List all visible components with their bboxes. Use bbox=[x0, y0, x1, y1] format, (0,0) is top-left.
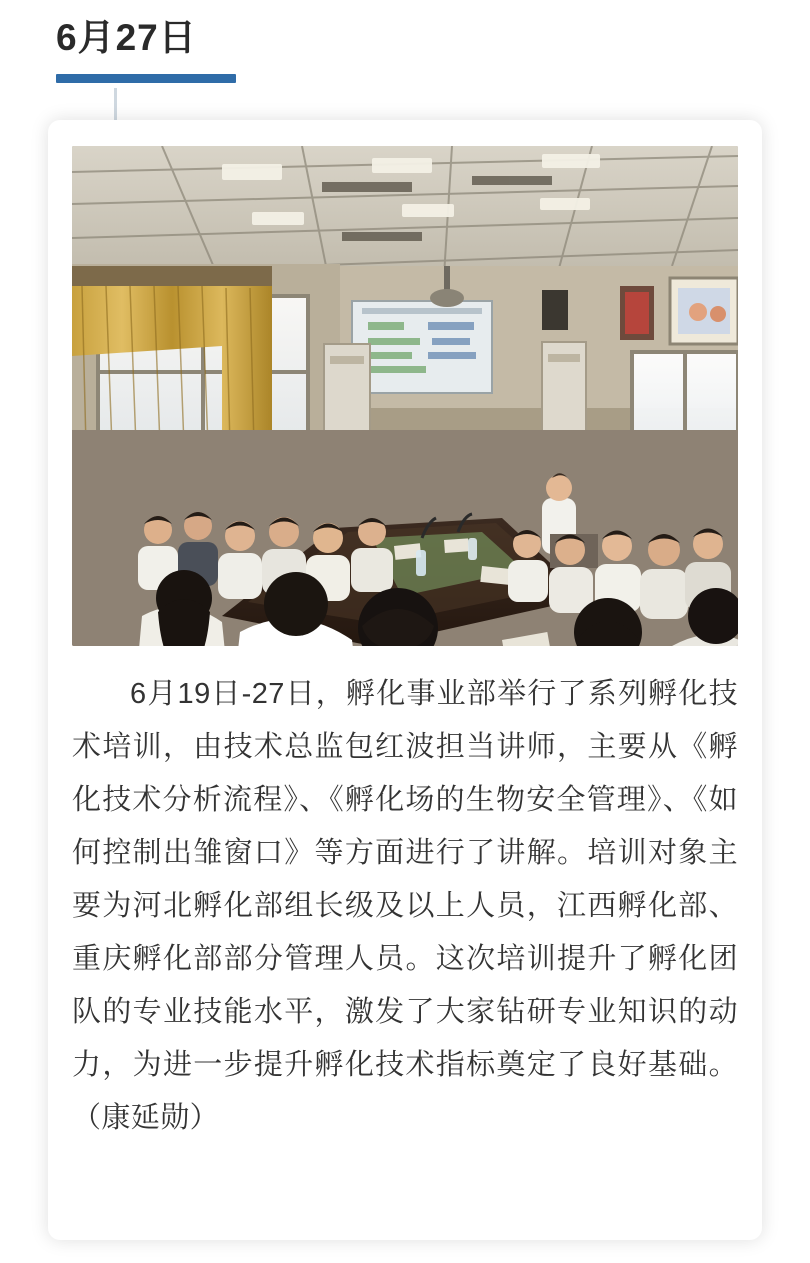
page-title: 6月27日 bbox=[56, 17, 197, 58]
article-card bbox=[48, 120, 762, 1240]
title-underline bbox=[56, 74, 236, 83]
conference-room-training-photo bbox=[72, 146, 738, 646]
date-header bbox=[0, 0, 810, 83]
article-text: 6月19日-27日，孵化事业部举行了系列孵化技术培训，由技术总监包红波担当讲师，主要从《孵化技术分析流程》、《孵化场的生物安全管理》、《如何控制出雏窗口》等方面进行了讲解。培训对象主要为河北孵化部组长级及以上人员，江西孵化部、重庆孵化部部分管理人员。这次培训提升了孵化团队的专业技能水平，激发了大家钻研专业知识的动力，为进一步提升孵化技术指标奠定了良好基础。（康延勋） bbox=[72, 678, 738, 1134]
